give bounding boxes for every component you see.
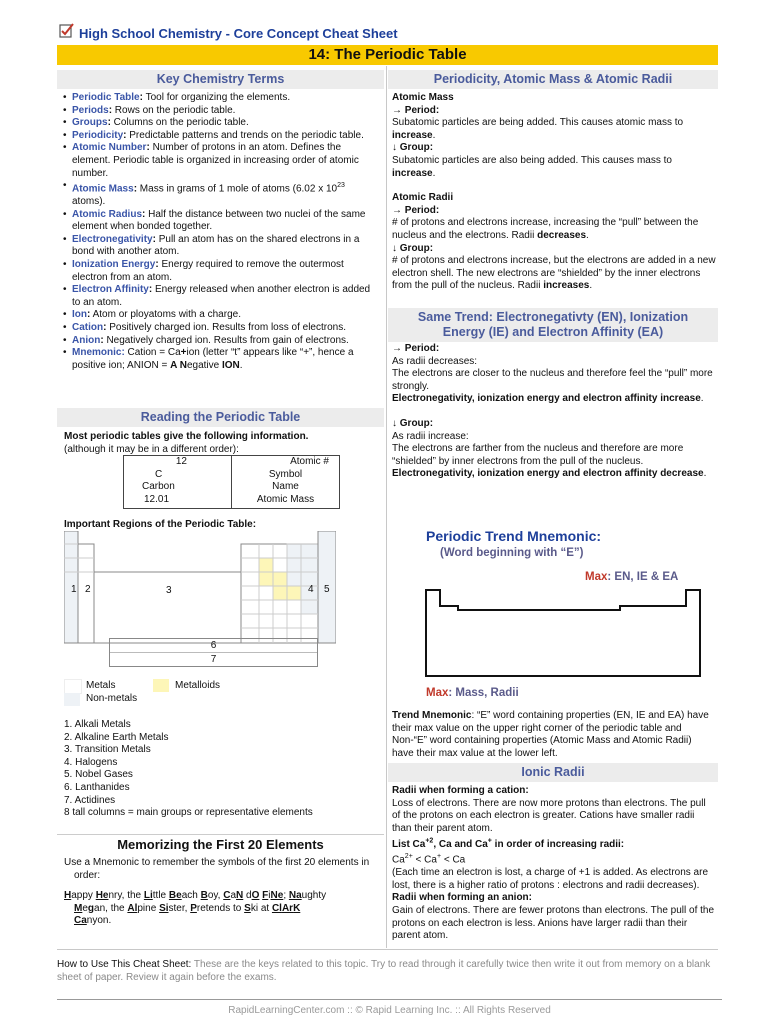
max-top-word: Max [585,571,608,583]
regions-heading [64,519,382,532]
region-list-item: 6. Lanthanides [64,781,130,793]
pt-outline-path [426,590,700,676]
checklist-icon [58,22,76,40]
key-term-colon: : [108,104,113,116]
spacer [64,882,382,890]
legend-metalloids-swatch [153,679,169,692]
region-label-3: 3 [166,585,172,596]
key-term-name: Atomic Radius [72,208,143,220]
key-term-definition: Atom or ployatoms with a charge. [90,309,241,321]
how-to-use [57,958,722,984]
legend-symbol: Symbol [268,468,303,480]
key-term-item [72,259,380,284]
trend-group-bold: Electronegativity, ionization energy and electron affinity decrease. [392,468,707,480]
anion-title: Radii when forming an anion: [392,892,532,904]
key-term-name: Periodicity [72,129,124,141]
key-term-colon: : [107,117,111,129]
key-term-name: Atomic Number [72,142,147,154]
mnemonic-ion: ION [222,359,240,371]
region-label-7: 7 [210,654,217,665]
mnemonic-a: A [170,359,177,371]
key-term-item [72,142,380,180]
key-term-colon: : [87,309,91,321]
key-term-name: Cation [72,322,104,334]
trend-mnemonic-title: Periodic Trend Mnemonic: [426,528,602,544]
memorize-line-2: Megan, the Alpine Sister, Pretends to Ski at ClArK [74,902,301,914]
cheat-sheet-title: High School Chemistry - Core Concept Cheat Sheet [79,26,398,41]
pt-nonmetal-top [287,544,318,586]
key-term-colon: : [148,284,153,296]
mnemonic-text3: egative [186,359,222,371]
key-term-item [72,309,380,322]
cation-text: Loss of electrons. There are now more protons than electrons. The pull of the protons on each electron is greater. Cations have smaller radii than their parent atom. [392,797,706,834]
mnemonic-text2: ion (letter “t” appears like “+”, hence a positive ion; ANION = [72,347,354,371]
sample-mass: 12.01 [144,493,170,505]
key-terms-heading: Key Chemistry Terms [57,70,384,89]
ionic-radii-section [392,785,716,943]
key-term-definition: Negatively charged ion. Results from gain of electrons. [103,334,349,346]
same-trend-heading [388,308,718,342]
key-term-definition: Energy released when another electron is added to an atom. [72,284,371,308]
key-term-name: Ion [72,309,87,321]
key-term-definition: Columns on the periodic table. [110,117,249,129]
trend-group-l1: As radii increase: [392,430,469,442]
key-term-definition: Predictable patterns and trends on the periodic table. [126,129,364,141]
chapter-title: 14: The Periodic Table [57,45,718,65]
key-term-definition: Mass in grams of 1 mole of atoms (6.02 x 10 [137,183,338,195]
key-term-colon: : [146,142,150,154]
region-list-item: 7. Actidines [64,794,116,806]
memorize-heading: Memorizing the First 20 Elements [57,834,384,854]
atomic-mass-period-text: Subatomic particles are being added. This causes atomic mass to increase. [392,117,684,141]
region-list-item: 2. Alkaline Earth Metals [64,731,169,743]
key-term-definition: Rows on the periodic table. [112,104,236,116]
key-term-item [72,180,380,209]
mnemonic-text: Cation = Ca [124,347,181,359]
key-term-name: Electron Affinity [72,284,149,296]
f-block [109,638,318,667]
same-trend-heading-2: Energy (IE) and Electron Affinity (EA) [442,325,664,339]
atomic-radii-group-label: ↓ Group: [392,242,434,254]
key-term-definition-end: atoms). [72,196,106,208]
region-label-2: 2 [85,584,91,595]
footer-rule [57,999,722,1000]
how-to-use-text: These are the keys related to this topic. Try to read through it carefully twice then write it out from memory on a blank sheet of paper. Review it again before the exams. [57,959,711,983]
memorize-line-3: Canyon. [74,915,112,927]
trend-period-bold: Electronegativity, ionization energy and electron affinity increase. [392,393,704,405]
atomic-mass-title: Atomic Mass [392,92,454,103]
key-term-colon: : [152,233,156,245]
ionic-radii-heading: Ionic Radii [388,763,718,782]
key-term-colon: : [133,183,138,195]
cation-title: Radii when forming a cation: [392,785,529,796]
how-to-use-label: How to Use This Cheat Sheet: [57,959,192,970]
max-top-text: : EN, IE & EA [607,571,679,583]
trend-mnemonic-subtitle: (Word beginning with “E”) [440,547,584,559]
key-term-item [72,322,380,335]
trend-section [392,343,716,481]
atomic-mass-section [392,92,716,293]
pt-metalloid-a [259,558,273,572]
ion-list-order: $Ca^{2+} < Ca^+ < Ca$ [392,853,466,866]
trend-group-l2: The electrons are farther from the nucleus and therefore are more “shielded” by inner electrons from the pull of the nucleus. [392,443,684,467]
copyright: RapidLearningCenter.com :: © Rapid Learning Inc. :: All Rights Reserved [228,1005,551,1016]
key-term-colon: : [139,92,143,103]
key-term-definition: Number of protons in an atom. Defines the element. Periodic table is organized in increasing order of atomic number. [72,142,359,179]
legend-nonmetals-swatch [64,693,80,706]
trend-period-l2: The electrons are closer to the nucleus and therefore feel the “pull” more strongly. [392,368,713,392]
atomic-radii-title: Atomic Radii [392,192,454,204]
region-list-item: 4. Halogens [64,756,118,768]
mnemonic-plus: + [180,347,187,359]
trend-period-label: → Period: [392,343,440,354]
legend-nonmetals-label: Non-metals [86,693,138,704]
column-divider [386,66,387,948]
key-term-item [72,105,380,118]
reading-intro-bold: Most periodic tables give the following information. [64,431,309,442]
key-term-colon: : [100,334,104,346]
key-term-name: Anion [72,334,101,346]
key-term-name: Ionization Energy [72,259,156,271]
region-label-6: 6 [110,639,317,653]
trend-group-label: ↓ Group: [392,417,434,429]
mnemonic-entry: • Mnemonic: Cation = Ca+ion (letter “t” appears like “+”, hence a positive ion; ANION = A Negative ION. [63,347,354,371]
memorize-body [64,857,382,928]
key-term-sup: 23 [337,182,345,190]
sample-name: Carbon [142,481,175,492]
max-bottom-word: Max [426,687,449,699]
region-list-item: 8 tall columns = main groups or representative elements [64,807,313,819]
legend-metals-swatch [64,679,82,694]
key-term-definition: Energy required to remove the outermost electron from an atom. [72,259,344,283]
key-term-definition: Pull an atom has on the shared electrons in a bond with another atom. [72,233,360,258]
trend-mnemonic-body: : “E” word containing properties (EN, IE and EA) have their max value on the upper right corner of the periodic table and Non-“E” word containing properties (Atomic Mass and Atomic Radii) have their max value at the lower left. [392,710,709,759]
key-term-colon: : [142,208,146,220]
max-en-label [585,571,678,583]
legend-mass: Atomic Mass [256,493,315,505]
periodic-table-outline [424,588,704,680]
atomic-radii-period-label: → Period: [392,204,440,216]
pt-transition-block [94,572,241,643]
columns-bottom-rule [57,949,718,950]
reading-intro [64,431,382,456]
ion-list-text: (Each time an electron is lost, a charge of +1 is added. As electrons are lost, there is a higher ratio of protons : electrons and radii decreases). [392,867,709,891]
key-term-name: Periods [72,104,109,116]
max-bottom-text: : Mass, Radii [448,687,519,699]
key-term-item [72,234,380,259]
key-term-colon: : [103,322,107,334]
mnemonic-label: Mnemonic: [72,347,125,359]
regions-list [64,719,382,820]
key-terms-list [62,92,380,372]
ion-list-title: List $Ca^{+2}$, Ca and Ca+ in order of increasing radii: [392,837,625,850]
region-label-4: 4 [308,584,314,595]
anion-text: Gain of electrons. There are fewer protons than electrons. The pull of the protons on each electron is less. Anions have larger radii than their parent atom. [392,905,715,942]
legend-name: Name [272,481,299,492]
key-term-item [72,284,380,309]
reading-table-heading: Reading the Periodic Table [57,408,384,427]
key-term-definition: Positively charged ion. Results from loss of electrons. [106,322,346,334]
legend-atomic-number: Atomic # [290,456,329,467]
memorize-line-1: Happy Henry, the Little Beach Boy, CaN dO FiNe; Naughty [64,890,327,902]
atomic-mass-group-label: ↓ Group: [392,142,434,154]
key-term-name: Periodic Table [72,92,140,103]
key-term-colon: : [155,259,159,271]
key-term-definition: Half the distance between two nuclei of the same element when bonded together. [72,208,366,233]
key-term-definition: Tool for organizing the elements. [142,92,291,103]
atomic-radii-period-text: # of protons and electrons increase, increasing the “pull” between the nucleus and the electrons. Radii decreases. [392,217,699,241]
reading-intro-text: (although it may be in a different order): [64,443,239,455]
key-term-colon: : [123,129,127,141]
region-label-1: 1 [71,584,77,595]
key-term-name: Groups [72,117,108,129]
regions-heading-text: Important Regions of the Periodic Table: [64,519,257,530]
legend-metals-label: Metals [86,680,116,691]
sample-symbol: C [155,468,163,480]
region-list-item: 1. Alkali Metals [64,719,131,730]
region-list-item: 5. Nobel Gases [64,769,133,781]
same-trend-heading-1: Same Trend: Electronegativty (EN), Ionization [417,310,689,324]
trend-period-l1: As radii decreases: [392,355,478,367]
trend-mnemonic-text [392,710,716,760]
atomic-radii-group-text: # of protons and electrons increase, but the electrons are added in a new electron shell. The new electrons are “shielded” by the inner electrons from the pull of the nucleus. Radii increases. [392,255,716,292]
max-mass-label [426,687,519,699]
mnemonic-n: N [176,359,187,371]
trend-mnemonic-label: Trend Mnemonic [392,710,472,721]
region-list-item: 3. Transition Metals [64,744,151,756]
atomic-mass-period-label: → Period: [392,104,440,116]
key-term-item [72,130,380,143]
atomic-mass-group-text: Subatomic particles are also being added. This causes mass to increase. [392,154,672,179]
legend-metalloids-label: Metalloids [175,680,221,691]
key-term-item [72,117,380,130]
key-term-name: Electronegativity [72,233,153,245]
key-term-name: Atomic Mass [72,183,134,195]
key-term-item [72,209,380,234]
region-label-5: 5 [324,584,330,595]
element-box-sample [123,455,232,509]
element-box-legend [231,455,340,509]
memorize-intro: Use a Mnemonic to remember the symbols of the first 20 elements in order: [64,857,370,881]
sample-atomic-number: 12 [175,456,187,467]
periodicity-heading: Periodicity, Atomic Mass & Atomic Radii [388,70,718,89]
mnemonic-end: . [239,359,243,371]
key-term-item [72,92,380,105]
key-term-item [72,335,380,348]
